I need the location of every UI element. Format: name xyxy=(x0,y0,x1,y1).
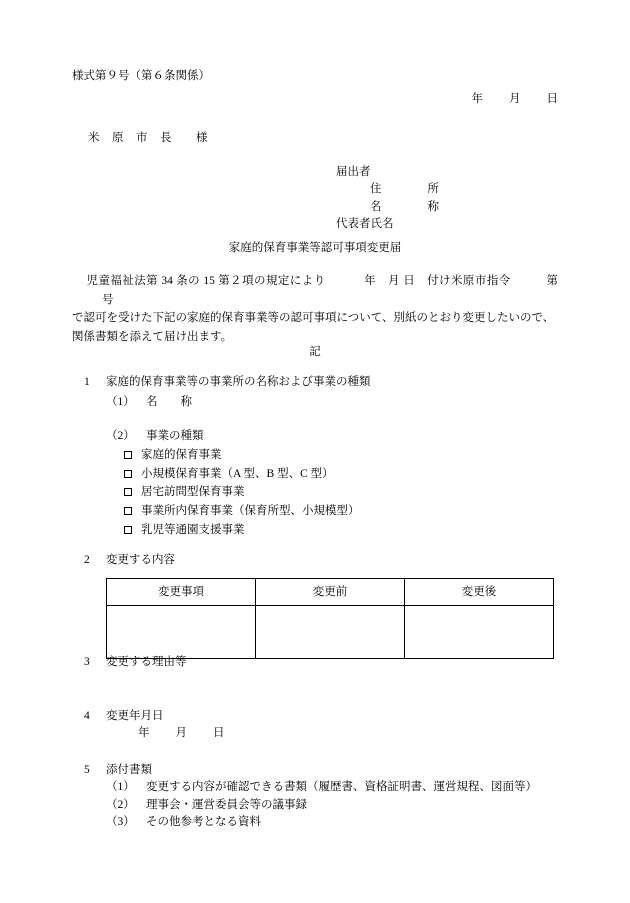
checkbox-label: 事業所内保育事業（保育所型、小規模型） xyxy=(141,505,360,517)
section-2-number: 2 xyxy=(84,554,90,566)
section-4-date-year: 年 xyxy=(138,727,150,740)
attachment-item-label: 変更する内容が確認できる書類（履歴書、資格証明書、運営規程、図面等） xyxy=(146,781,537,794)
body-line1-suffix: 号 xyxy=(102,293,114,306)
section-1-item1-label: 名 称 xyxy=(146,396,192,409)
section-5-number: 5 xyxy=(84,764,90,776)
checkbox-row[interactable] xyxy=(124,522,558,539)
checkbox-row[interactable] xyxy=(124,503,558,520)
checkbox-row[interactable] xyxy=(124,484,558,501)
section-1 xyxy=(84,374,558,541)
checkbox-icon[interactable] xyxy=(124,470,132,478)
section-5-heading: 添付書類 xyxy=(106,764,152,776)
attachment-item-label: その他参考となる資料 xyxy=(146,815,261,828)
section-1-item2-label: 事業の種類 xyxy=(146,429,204,442)
section-4-date-day: 日 xyxy=(213,727,225,740)
header-date-day: 日 xyxy=(546,93,558,105)
attachment-item-number: （2） xyxy=(106,798,135,811)
section-1-heading: 家庭的保育事業等の事業所の名称および事業の種類 xyxy=(106,376,371,388)
change-table xyxy=(106,578,554,659)
page-title: 家庭的保育事業等認可事項変更届 xyxy=(228,242,402,254)
section-4-date-month: 月 xyxy=(175,727,187,740)
checkbox-label: 小規模保育事業（A 型、B 型、C 型） xyxy=(141,467,334,480)
attachment-item xyxy=(106,814,558,831)
checkbox-label: 居宅訪問型保育事業 xyxy=(141,486,245,499)
section-4-heading: 変更年月日 xyxy=(106,710,164,722)
section-3-number: 3 xyxy=(84,656,90,668)
section-4 xyxy=(84,708,558,743)
checkbox-icon[interactable] xyxy=(124,526,132,534)
ki-marker: 記 xyxy=(309,346,321,358)
section-4-number: 4 xyxy=(84,710,90,722)
checkbox-icon[interactable] xyxy=(124,451,132,459)
table-column-header: 変更後 xyxy=(405,579,554,606)
addressee: 米 原 市 長 様 xyxy=(88,132,208,144)
header-date-line xyxy=(472,91,559,108)
checkbox-row[interactable] xyxy=(124,466,558,483)
section-1-item1-number: （1） xyxy=(106,396,135,409)
table-cell[interactable] xyxy=(256,606,405,659)
submitter-address-label: 住 所 xyxy=(370,183,439,196)
section-2 xyxy=(84,552,558,659)
section-2-heading: 変更する内容 xyxy=(106,554,175,566)
table-header-row xyxy=(107,579,554,606)
submitter-title: 届出者 xyxy=(336,166,371,178)
section-1-number: 1 xyxy=(84,376,90,388)
submitter-representative-label: 代表者氏名 xyxy=(336,217,394,230)
table-column-header: 変更前 xyxy=(256,579,405,606)
table-cell[interactable] xyxy=(405,606,554,659)
checkbox-label: 家庭的保育事業 xyxy=(141,448,222,461)
attachment-item-label: 理事会・運営委員会等の議事録 xyxy=(146,798,307,811)
section-4-date-line xyxy=(138,725,558,742)
header-date-month: 月 xyxy=(509,93,521,105)
checkbox-icon[interactable] xyxy=(124,507,132,515)
checkbox-label: 乳児等通園支援事業 xyxy=(141,523,245,536)
header-date-year: 年 xyxy=(471,93,483,105)
body-line2: で認可を受けた下記の家庭的保育事業等の認可事項について、別紙のとおり変更したいので、 xyxy=(72,312,555,325)
attachment-item-number: （1） xyxy=(106,781,135,794)
attachment-item-number: （3） xyxy=(106,815,135,828)
attachment-item xyxy=(106,779,558,796)
body-line1-prefix: 児童福祉法第 34 条の 15 第２項の規定により xyxy=(86,275,326,287)
body-line3: 関係書類を添えて届け出ます。 xyxy=(72,330,233,343)
attachment-item xyxy=(106,797,558,814)
table-row xyxy=(107,606,554,659)
form-number: 様式第９号（第６条関係） xyxy=(72,70,210,82)
submitter-block xyxy=(336,164,439,233)
section-3 xyxy=(84,654,558,671)
checkbox-icon[interactable] xyxy=(124,488,132,496)
table-column-header: 変更事項 xyxy=(107,579,256,606)
section-5 xyxy=(84,762,558,831)
section-3-heading: 変更する理由等 xyxy=(106,656,187,668)
body-line1-mid: 年 月 日 付け米原市指令 第 xyxy=(363,275,559,287)
document-body-paragraph xyxy=(72,272,558,347)
checkbox-row[interactable] xyxy=(124,447,558,464)
business-type-checkbox-group xyxy=(124,447,558,539)
table-cell[interactable] xyxy=(107,606,256,659)
submitter-name-label: 名 称 xyxy=(370,200,439,213)
section-1-item2-number: （2） xyxy=(106,429,135,442)
